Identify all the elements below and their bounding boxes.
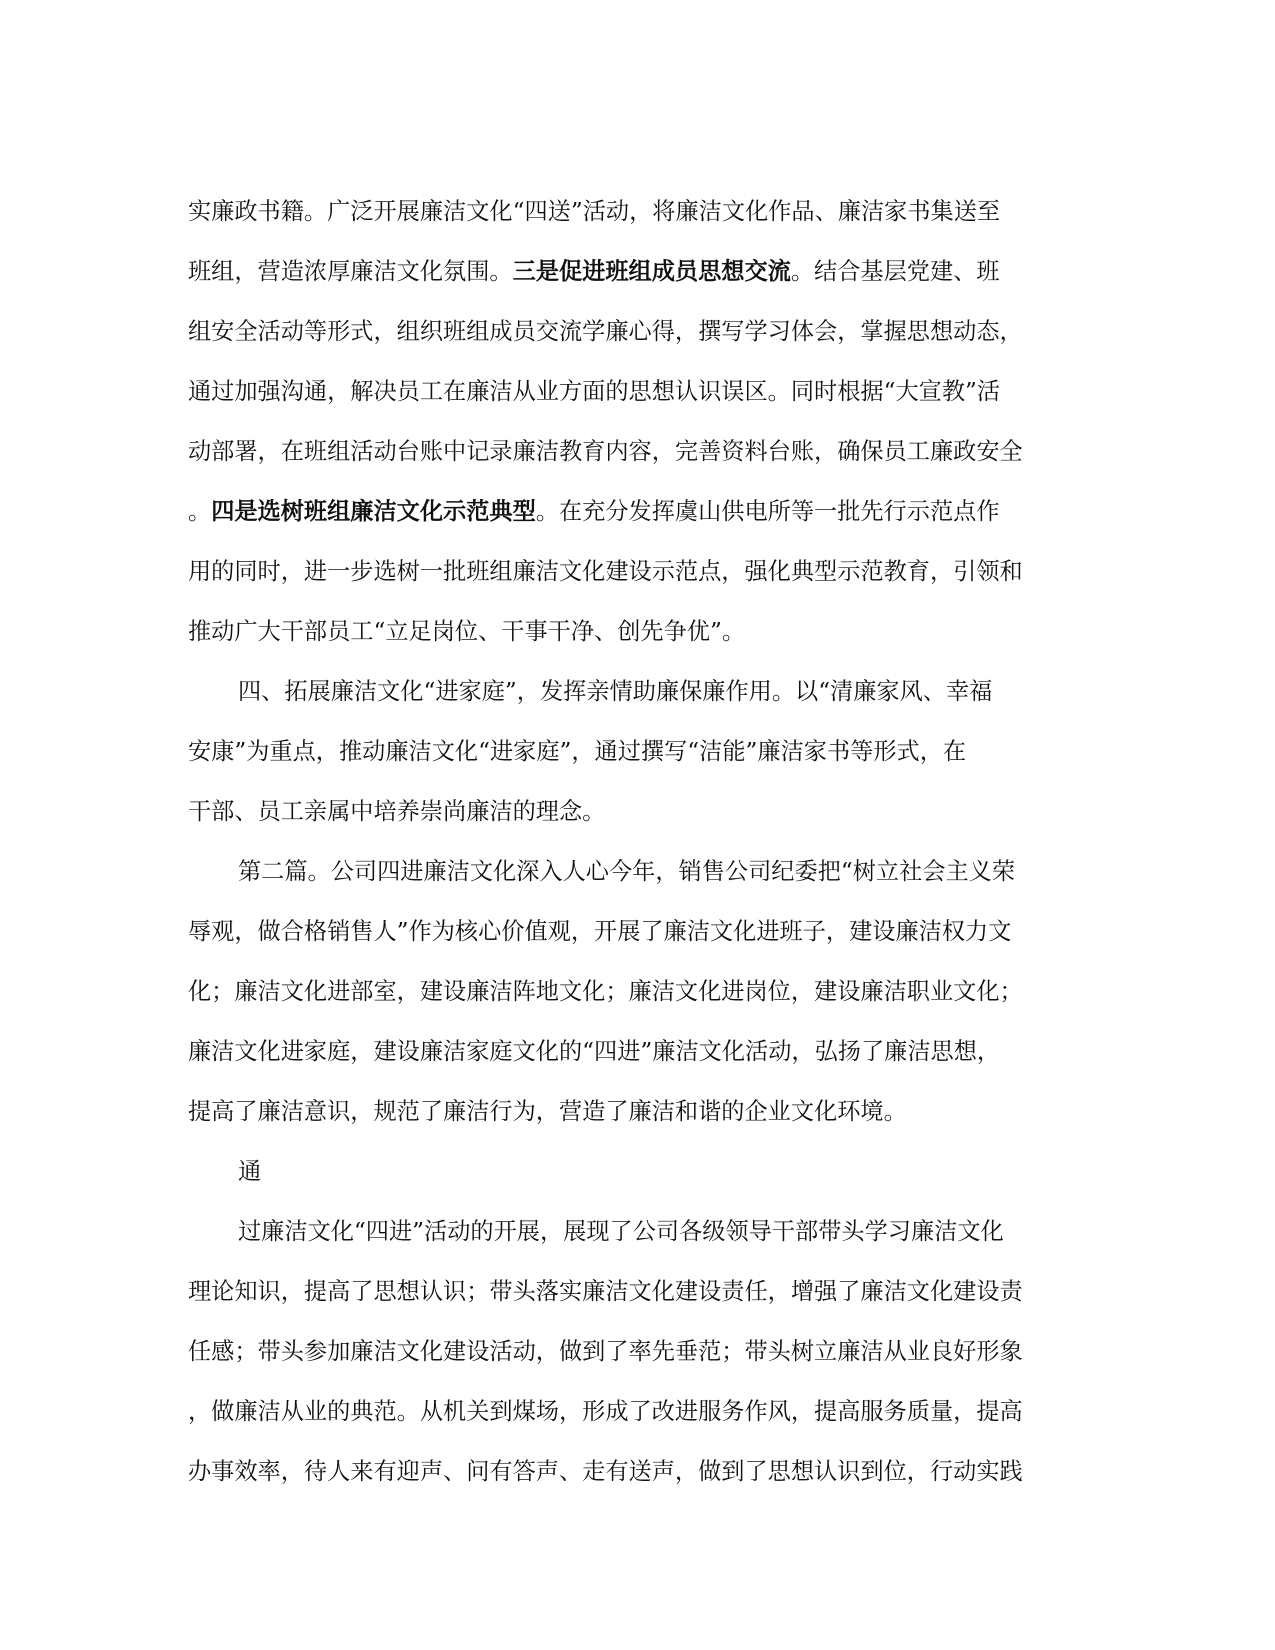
text-run: 。	[188, 498, 212, 525]
text-run: 。在充分发挥虞山供电所等一批先行示范点作	[535, 498, 1000, 525]
text-line	[188, 735, 1088, 769]
paragraph-start-line	[238, 1155, 1088, 1189]
text-line	[188, 1455, 1088, 1489]
text-run: 理论知识，提高了思想认识；带头落实廉洁文化建设责任，增强了廉洁文化建设责	[188, 1278, 1023, 1305]
text-run: 实廉政书籍。广泛开展廉洁文化“四送”活动，将廉洁文化作品、廉洁家书集送至	[188, 198, 1001, 225]
text-line	[188, 1335, 1088, 1369]
text-run: ，做廉洁从业的典范。从机关到煤场，形成了改进服务作风，提高服务质量，提高	[188, 1398, 1023, 1425]
text-line	[188, 255, 1088, 289]
text-line	[188, 555, 1088, 589]
paragraph-start-line	[238, 855, 1088, 889]
text-line	[188, 375, 1088, 409]
text-run: 廉洁文化进家庭，建设廉洁家庭文化的“四进”廉洁文化活动，弘扬了廉洁思想，	[188, 1038, 1001, 1065]
text-run: 干部、员工亲属中培养崇尚廉洁的理念。	[188, 798, 606, 825]
text-run: 用的同时，进一步选树一批班组廉洁文化建设示范点，强化典型示范教育，引领和	[188, 558, 1023, 585]
text-run: 化；廉洁文化进部室，建设廉洁阵地文化；廉洁文化进岗位，建设廉洁职业文化；	[188, 978, 1023, 1005]
text-line	[188, 1095, 1088, 1129]
text-line	[188, 1275, 1088, 1309]
text-line	[188, 495, 1088, 529]
text-run: 通过加强沟通，解决员工在廉洁从业方面的思想认识误区。同时根据“大宣教”活	[188, 378, 1001, 405]
text-run: 第二篇。公司四进廉洁文化深入人心今年，销售公司纪委把“树立社会主义荣	[238, 858, 1016, 885]
text-run: 辱观，做合格销售人”作为核心价值观，开展了廉洁文化进班子，建设廉洁权力文	[188, 918, 1012, 945]
text-line	[188, 915, 1088, 949]
text-line	[188, 1395, 1088, 1429]
text-run: 提高了廉洁意识，规范了廉洁行为，营造了廉洁和谐的企业文化环境。	[188, 1098, 907, 1125]
text-run: 动部署，在班组活动台账中记录廉洁教育内容，完善资料台账，确保员工廉政安全	[188, 438, 1023, 465]
text-run: 任感；带头参加廉洁文化建设活动，做到了率先垂范；带头树立廉洁从业良好形象	[188, 1338, 1023, 1365]
text-run: 过廉洁文化“四进”活动的开展，展现了公司各级领导干部带头学习廉洁文化	[238, 1218, 1004, 1245]
text-run: 组安全活动等形式，组织班组成员交流学廉心得，撰写学习体会，掌握思想动态，	[188, 318, 1023, 345]
text-run: 安康”为重点，推动廉洁文化“进家庭”，通过撰写“洁能”廉洁家书等形式，在	[188, 738, 967, 765]
paragraph-start-line	[238, 1215, 1088, 1249]
text-run: 办事效率，待人来有迎声、问有答声、走有送声，做到了思想认识到位，行动实践	[188, 1458, 1023, 1485]
text-run: 。结合基层党建、班	[790, 258, 1000, 285]
text-line	[188, 1035, 1088, 1069]
text-line	[188, 615, 1088, 649]
bold-heading-run: 三是促进班组成员思想交流	[512, 258, 791, 285]
text-line	[188, 795, 1088, 829]
text-run: 通	[238, 1158, 262, 1185]
text-line	[188, 195, 1088, 229]
text-line	[188, 435, 1088, 469]
text-line	[188, 315, 1088, 349]
bold-heading-run: 四是选树班组廉洁文化示范典型	[211, 498, 536, 525]
text-run: 班组，营造浓厚廉洁文化氛围。	[188, 258, 513, 285]
text-run: 推动广大干部员工“立足岗位、干事干净、创先争优”。	[188, 618, 746, 645]
text-line	[188, 975, 1088, 1009]
text-run: 四、拓展廉洁文化“进家庭”，发挥亲情助廉保廉作用。以“清廉家风、幸福	[238, 678, 993, 705]
paragraph-start-line	[238, 675, 1088, 709]
